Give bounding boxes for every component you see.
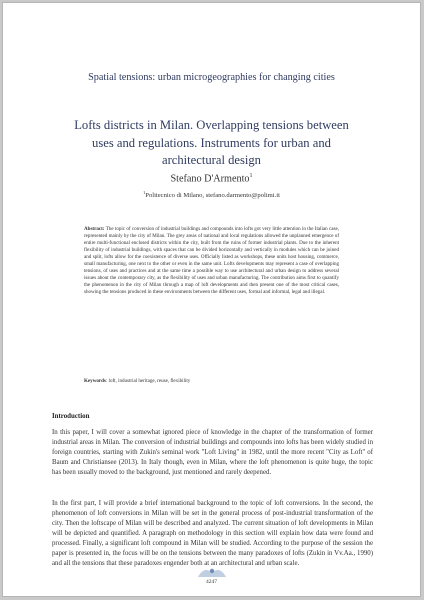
body-paragraph: In the first part, I will provide a brief international background to the topic of loft conversions. In the second, the phenomenon of loft conversions in Milan will be set in the general process of post-industrial transformation of the city. Then the loftscape of Milan will be described and analyzed. The current situation of loft developments in Milan will be depicted and quantified. A paragraph on methodology in this section will explain how data were found and processed. Finally, a significant loft compound in Milan will be studied. According to the purpose of the session the paper is presented in, the focus will be on the tensions between the many paradoxes of lofts (Zukin in Vv.Aa., 1990) and all the tensions that these paradoxes engender both at an architectural and urban scale. xyxy=(52,500,373,567)
running-head: Spatial tensions: urban microgeographies for changing cities xyxy=(88,72,335,83)
body-paragraph: In this paper, I will cover a somewhat ignored piece of knowledge in the chapter of the transformation of former industrial areas in Milan. The conversion of industrial buildings and compounds into lofts has been widely studied in foreign countries, starting with Zukin's seminal work "Loft Living" in 1982, until the more recent "City as Loft" of Baum and Christiansee (2013). In Italy though, even in Milan, where the loft phenomenon is quite huge, the topic has been usually moved to the background, just mentioned and rarely deepened. xyxy=(52,429,373,476)
affiliation-line xyxy=(3,190,420,199)
keywords-text: : loft, industrial heritage, reuse, flexibility xyxy=(105,378,191,384)
abstract-label: Abstract: xyxy=(84,226,105,232)
paper-title: Lofts districts in Milan. Overlapping tensions between uses and regulations. Instruments for urban and architectural design xyxy=(74,118,349,167)
conference-logo-icon xyxy=(196,566,228,578)
author-line xyxy=(3,173,420,184)
page-number: 4247 xyxy=(206,579,217,585)
keywords-label: Keywords xyxy=(84,378,106,384)
affiliation-marker: 1 xyxy=(143,190,146,195)
author-marker: 1 xyxy=(249,173,253,179)
keywords xyxy=(84,378,339,384)
section-title: Introduction xyxy=(52,413,90,420)
paper-page xyxy=(2,2,421,597)
abstract xyxy=(84,226,339,296)
author-name: Stefano D'Armento xyxy=(170,173,250,185)
abstract-text: The topic of conversion of industrial buildings and compounds into lofts got very little attention in the Italian case, represented mainly by the city of Milan. The grey areas of national and local regulations allowed the unplanned emergence of entire multi-functional enclosed districts within the city, built from the ruins of former industrial plants. Due to the inherent flexibility of industrial buildings, with spaces that can be divided horizontally and vertically in modules which can be joined and split, lofts allow for the coexistence of diverse uses. Officially listed as workshops, these units host housing, commerce, small manufacturing, one next to the other or even in the same unit. Lofts developments may represent a case of overlapping tensions, of uses and practices and at the same time a possible way to use architectural and urban design to address several issues about the contemporary city, as the flexibility of uses and urban manufacturing. The contribution aims first to quantify the phenomenon in the city of Milan through a map of loft developments and then present one of the most critical cases, showing the tensions produced in these environments between the different uses, formal and informal, legal and illegal. xyxy=(84,226,339,295)
affiliation-text: Politecnico di Milano, stefano.darmento@polimi.it xyxy=(145,192,280,200)
